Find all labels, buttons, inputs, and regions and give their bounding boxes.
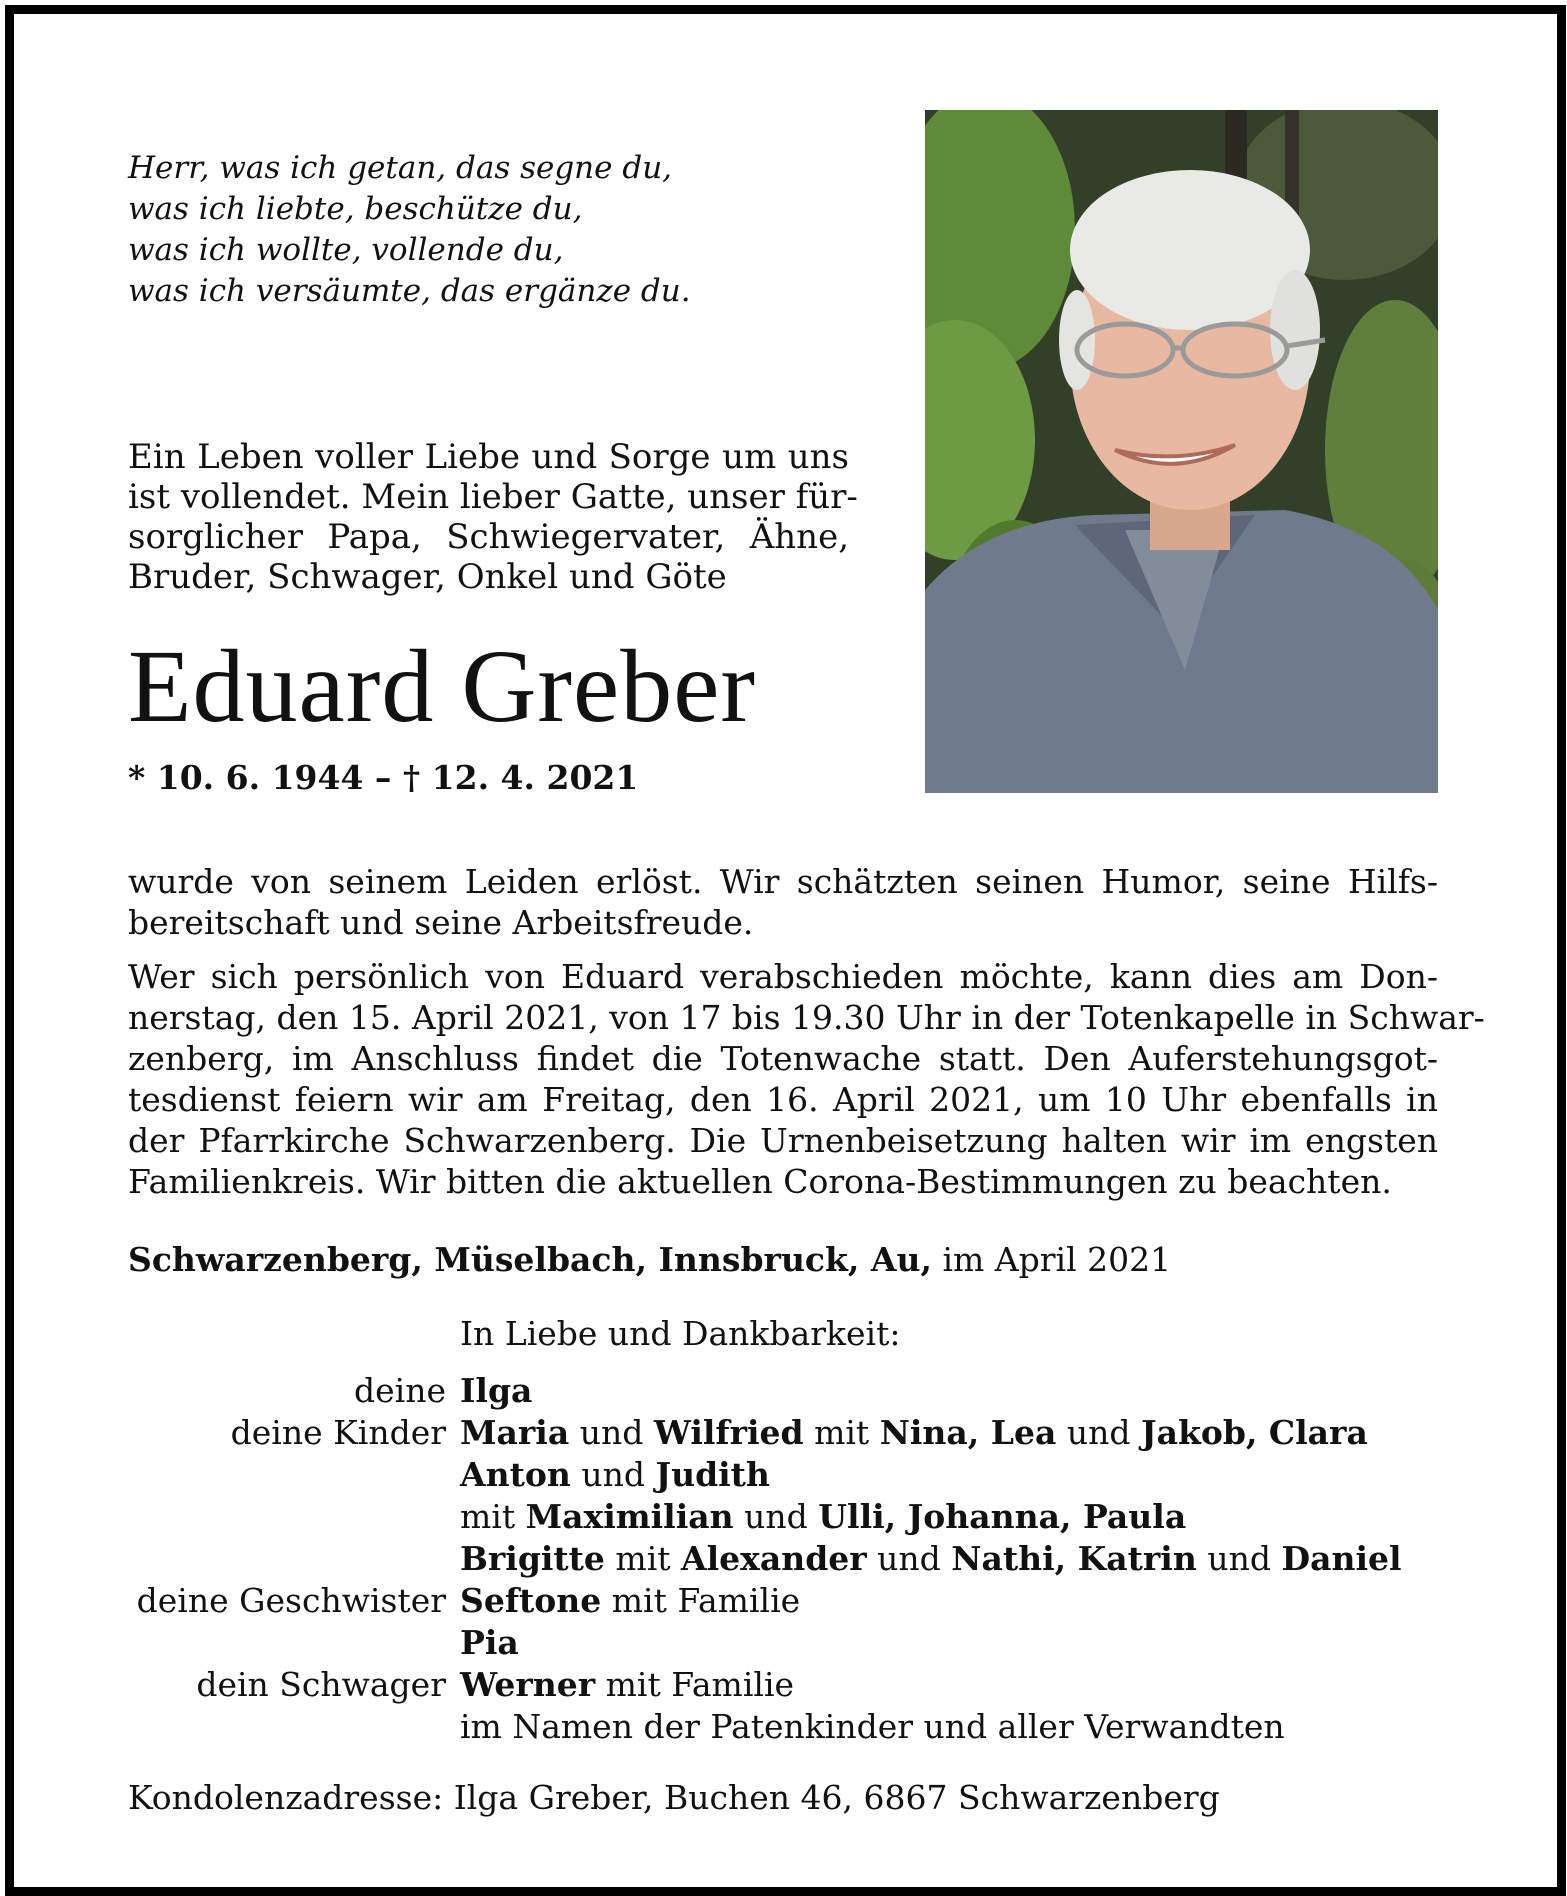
condolence-address: Kondolenzadresse: Ilga Greber, Buchen 46, 6867 Schwarzenberg [128,1778,1220,1817]
place-date [128,1240,1171,1279]
place-date-text: im April 2021 [931,1240,1172,1279]
family-names [460,1664,794,1706]
family-names [460,1580,800,1622]
paragraph-line: zenberg, im Anschluss findet die Totenwache statt. Den Auferstehungsgot- [128,1039,1438,1078]
poem-line: was ich liebte, beschütze du, [128,191,583,227]
family-names [460,1496,1186,1538]
family-member-name: Maria [460,1413,570,1452]
family-member-name: Wilfried [653,1413,804,1452]
poem-line: Herr, was ich getan, das segne du, [128,150,673,186]
family-row [128,1706,1402,1748]
family-member-name: Anton [460,1455,571,1494]
family-connector: und [569,1413,654,1452]
intro-line: sorglicher Papa, Schwiegervater, Ähne, [128,517,849,557]
family-member-name: Nathi, Katrin [951,1539,1197,1578]
family-relation: deine [354,1371,446,1410]
family-connector: mit [803,1413,880,1452]
intro-text [128,437,858,597]
portrait-photo [925,110,1438,793]
family-names [460,1622,519,1664]
family-relation [128,1454,460,1496]
family-row [128,1454,1402,1496]
family-member-name: Seftone [460,1581,602,1620]
family-member-name: Alexander [681,1539,867,1578]
paragraph-line: der Pfarrkirche Schwarzenberg. Die Urnenbeisetzung halten wir im engsten [128,1121,1438,1160]
family-member-name: Jakob, Clara [1140,1413,1368,1452]
family-connector: mit [460,1497,526,1536]
family-row [128,1538,1402,1580]
paragraph-1 [128,861,1438,943]
paragraph-line: tesdienst feiern wir am Freitag, den 16. April 2021, um 10 Uhr ebenfalls in [128,1080,1438,1119]
family-connector: und [733,1497,819,1536]
poem-line: was ich versäumte, das ergänze du. [128,273,691,309]
family-connector: im Namen der Patenkinder und aller Verwandten [460,1707,1285,1746]
family-connector: und [866,1539,952,1578]
family-relation [128,1622,460,1664]
family-row [128,1664,1402,1706]
family-row [128,1496,1402,1538]
family-relation: deine Kinder [230,1413,446,1452]
place-names: Schwarzenberg, Müselbach, Innsbruck, Au, [128,1240,932,1279]
paragraph-line: wurde von seinem Leiden erlöst. Wir schätzten seinen Humor, seine Hilfs- [128,862,1438,901]
family-connector: mit Familie [595,1665,795,1704]
family-relation [128,1496,460,1538]
paragraph-line: nerstag, den 15. April 2021, von 17 bis 19.30 Uhr in der Totenkapelle in Schwar- [128,998,1485,1037]
family-connector: und [570,1455,656,1494]
paragraph-line: Wer sich persönlich von Eduard verabschieden möchte, kann dies am Don- [128,957,1438,996]
life-dates: * 10. 6. 1944 – † 12. 4. 2021 [128,758,639,797]
poem-line: was ich wollte, vollende du, [128,232,564,268]
intro-line: Ein Leben voller Liebe und Sorge um uns [128,437,849,477]
family-connector: mit [604,1539,682,1578]
family-relation [128,1706,460,1748]
family-member-name: Werner [460,1665,596,1704]
family-names [460,1706,1285,1748]
family-relation: deine Geschwister [136,1581,446,1620]
family-connector: und [1056,1413,1141,1452]
family-names [460,1412,1368,1454]
family-connector: und [1196,1539,1282,1578]
family-names [460,1454,770,1496]
family-row [128,1622,1402,1664]
poem [128,148,768,312]
family-row [128,1370,1402,1412]
family-member-name: Judith [655,1455,770,1494]
family-member-name: Brigitte [460,1539,605,1578]
family-relation: dein Schwager [196,1665,446,1704]
paragraph-2 [128,956,1485,1202]
family-member-name: Ilga [460,1371,533,1410]
intro-line: Bruder, Schwager, Onkel und Göte [128,557,727,597]
family-member-name: Nina, Lea [879,1413,1057,1452]
paragraph-line: Familienkreis. Wir bitten die aktuellen Corona-Bestimmungen zu beachten. [128,1162,1392,1201]
intro-line: ist vollendet. Mein lieber Gatte, unser für- [128,477,858,517]
family-connector: mit Familie [601,1581,801,1620]
family-relation [128,1538,460,1580]
paragraph-line: bereitschaft und seine Arbeitsfreude. [128,903,754,942]
deceased-name: Eduard Greber [128,629,757,744]
family-list [128,1370,1402,1748]
family-member-name: Maximilian [525,1497,734,1536]
dankbarkeit-line: In Liebe und Dankbarkeit: [460,1314,901,1353]
family-member-name: Ulli, Johanna, Paula [818,1497,1187,1536]
family-row [128,1412,1402,1454]
family-member-name: Daniel [1281,1539,1402,1578]
family-names [460,1370,532,1412]
family-row [128,1580,1402,1622]
family-names [460,1538,1402,1580]
family-member-name: Pia [460,1623,519,1662]
